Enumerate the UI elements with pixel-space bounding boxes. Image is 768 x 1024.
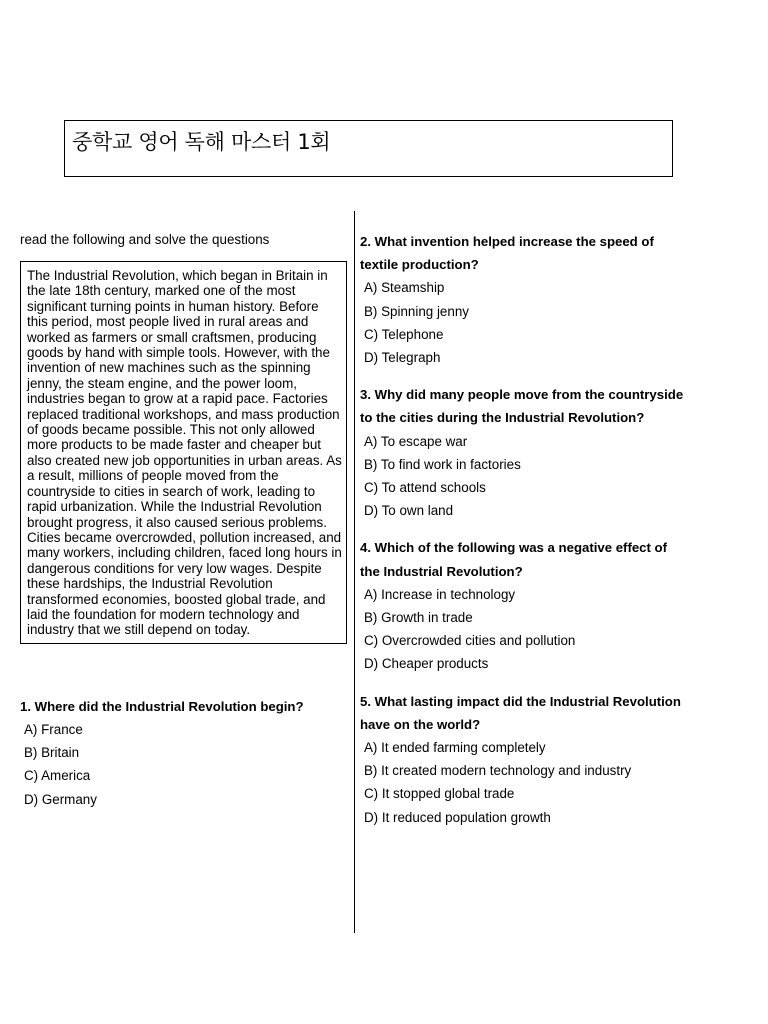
right-column xyxy=(360,230,690,829)
option-c: C) To attend schools xyxy=(364,480,486,496)
page-title: 중학교 영어 독해 마스터 1회 xyxy=(72,130,331,154)
option-a: A) Increase in technology xyxy=(364,586,516,602)
question-3 xyxy=(360,383,690,522)
question-text: 1. Where did the Industrial Revolution begin? xyxy=(20,698,304,714)
option-b: B) To find work in factories xyxy=(364,456,521,472)
option-d: D) Germany xyxy=(24,791,97,807)
option-d: D) It reduced population growth xyxy=(364,809,551,825)
option-d: D) To own land xyxy=(364,503,454,519)
question-5 xyxy=(360,690,690,829)
option-b: B) Spinning jenny xyxy=(364,303,469,319)
question-1 xyxy=(20,695,350,811)
instruction-text: read the following and solve the questions xyxy=(20,232,270,247)
option-a: A) It ended farming completely xyxy=(364,740,546,756)
question-4 xyxy=(360,536,690,675)
option-c: C) It stopped global trade xyxy=(364,786,515,802)
option-c: C) America xyxy=(24,768,91,784)
option-d: D) Cheaper products xyxy=(364,656,489,672)
question-2 xyxy=(360,230,690,369)
option-a: A) France xyxy=(24,721,83,737)
reading-passage: The Industrial Revolution, which began in Britain in the late 18th century, marked one of the most significant turning points in human history. Before this period, most people lived in rural areas and worked as farmers or small craftsmen, producing goods by hand with simple tools. However, with the invention of new machines such as the spinning jenny, the steam engine, and the power loom, industries began to grow at a rapid pace. Factories replaced traditional workshops, and mass production of goods became possible. This not only allowed more products to be made faster and cheaper but also created new job opportunities in urban areas. As a result, millions of people moved from the countryside to cities in search of work, leading to rapid urbanization. While the Industrial Revolution brought progress, it also caused serious problems. Cities became overcrowded, pollution increased, and many workers, including children, faced long hours in dangerous conditions for very low wages. Despite these hardships, the Industrial Revolution transformed economies, boosted global trade, and laid the foundation for modern technology and industry that we still depend on today. xyxy=(20,261,347,644)
option-b: B) It created modern technology and industry xyxy=(364,763,632,779)
left-column xyxy=(20,230,350,811)
option-d: D) Telegraph xyxy=(364,350,441,366)
option-a: A) Steamship xyxy=(364,280,445,296)
question-text: 2. What invention helped increase the speed of textile production? xyxy=(360,234,654,273)
option-a: A) To escape war xyxy=(364,433,468,449)
title-box xyxy=(64,120,673,177)
option-c: C) Overcrowded cities and pollution xyxy=(364,633,576,649)
question-text: 4. Which of the following was a negative effect of the Industrial Revolution? xyxy=(360,540,668,579)
question-text: 5. What lasting impact did the Industrial Revolution have on the world? xyxy=(360,693,681,732)
option-b: B) Growth in trade xyxy=(364,610,473,626)
column-divider xyxy=(354,211,355,933)
option-b: B) Britain xyxy=(24,745,80,761)
option-c: C) Telephone xyxy=(364,326,444,342)
question-text: 3. Why did many people move from the countryside to the cities during the Industrial Revolution? xyxy=(360,387,684,426)
